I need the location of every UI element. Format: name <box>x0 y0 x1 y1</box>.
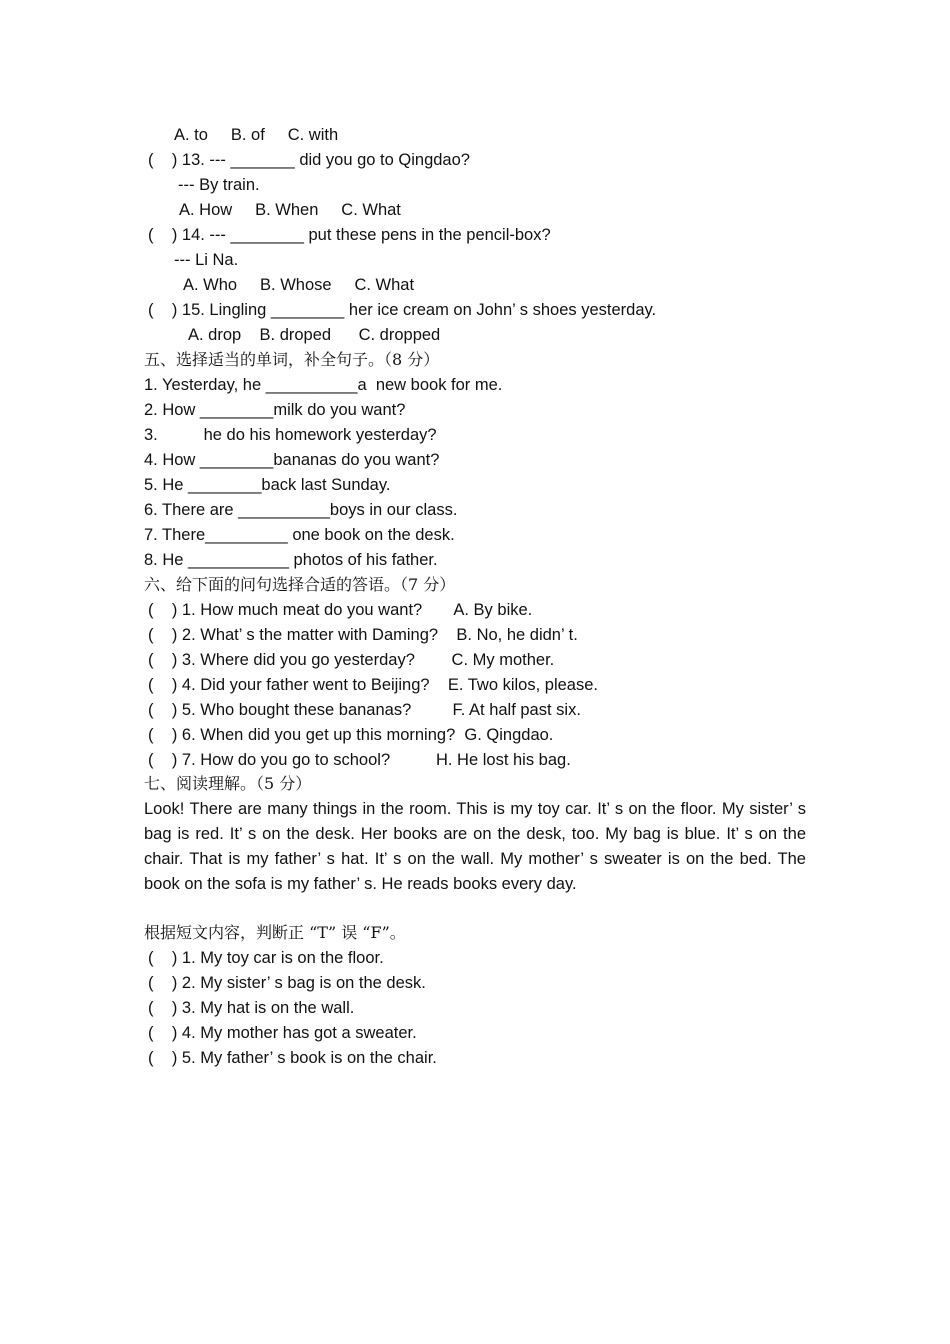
section6-item: ( ) 2. What’ s the matter with Daming? B. No, he didn’ t. <box>148 626 578 644</box>
section7-item: ( ) 4. My mother has got a sweater. <box>148 1024 417 1042</box>
q13-options: A. How B. When C. What <box>179 201 401 219</box>
section5-item: 2. How ________milk do you want? <box>144 401 406 419</box>
section7-item: ( ) 2. My sister’ s bag is on the desk. <box>148 974 426 992</box>
section5-title: 五、选择适当的单词，补全句子。（8 分） <box>144 350 440 369</box>
section5-item: 3. he do his homework yesterday? <box>144 426 437 444</box>
q14-stem: ( ) 14. --- ________ put these pens in the pencil-box? <box>148 226 551 244</box>
section7-item: ( ) 5. My father’ s book is on the chair. <box>148 1049 437 1067</box>
section6-item: ( ) 4. Did your father went to Beijing? E. Two kilos, please. <box>148 676 598 694</box>
section7-instruction: 根据短文内容，判断正 “T” 误 “F”。 <box>144 923 406 942</box>
section6-title: 六、给下面的问句选择合适的答语。（7 分） <box>144 575 456 594</box>
reading-passage: Look! There are many things in the room. This is my toy car. It’ s on the floor. My sister’ s bag is red. It’ s on the desk. Her books are on the desk, too. My bag is blue. It’ s on the chair. That is my father’ s hat. It’ s on the wall. My mother’ s sweater is on the bed. The book on the sofa is my father’ s. He reads books every day. <box>144 800 806 893</box>
section5-item: 1. Yesterday, he __________a new book for me. <box>144 376 503 394</box>
q14-options: A. Who B. Whose C. What <box>183 276 415 294</box>
section5-item: 4. How ________bananas do you want? <box>144 451 440 469</box>
section5-item: 7. There_________ one book on the desk. <box>144 526 455 544</box>
q14-answer: --- Li Na. <box>174 251 239 269</box>
section7-item: ( ) 3. My hat is on the wall. <box>148 999 355 1017</box>
q13-stem: ( ) 13. --- _______ did you go to Qingdao? <box>148 151 470 169</box>
section5-item: 5. He ________back last Sunday. <box>144 476 391 494</box>
section7-item: ( ) 1. My toy car is on the floor. <box>148 949 384 967</box>
q15-options: A. drop B. droped C. dropped <box>188 326 441 344</box>
q15-stem: ( ) 15. Lingling ________ her ice cream on John’ s shoes yesterday. <box>148 301 657 319</box>
section6-item: ( ) 3. Where did you go yesterday? C. My mother. <box>148 651 555 669</box>
section6-item: ( ) 1. How much meat do you want? A. By bike. <box>148 601 533 619</box>
q12-options: A. to B. of C. with <box>174 126 339 144</box>
q13-answer: --- By train. <box>178 176 260 194</box>
section6-item: ( ) 5. Who bought these bananas? F. At half past six. <box>148 701 581 719</box>
section7-title: 七、阅读理解。（5 分） <box>144 774 312 793</box>
section5-item: 6. There are __________boys in our class. <box>144 501 458 519</box>
section6-item: ( ) 7. How do you go to school? H. He lost his bag. <box>148 751 571 769</box>
section5-item: 8. He ___________ photos of his father. <box>144 551 438 569</box>
section6-item: ( ) 6. When did you get up this morning? G. Qingdao. <box>148 726 554 744</box>
